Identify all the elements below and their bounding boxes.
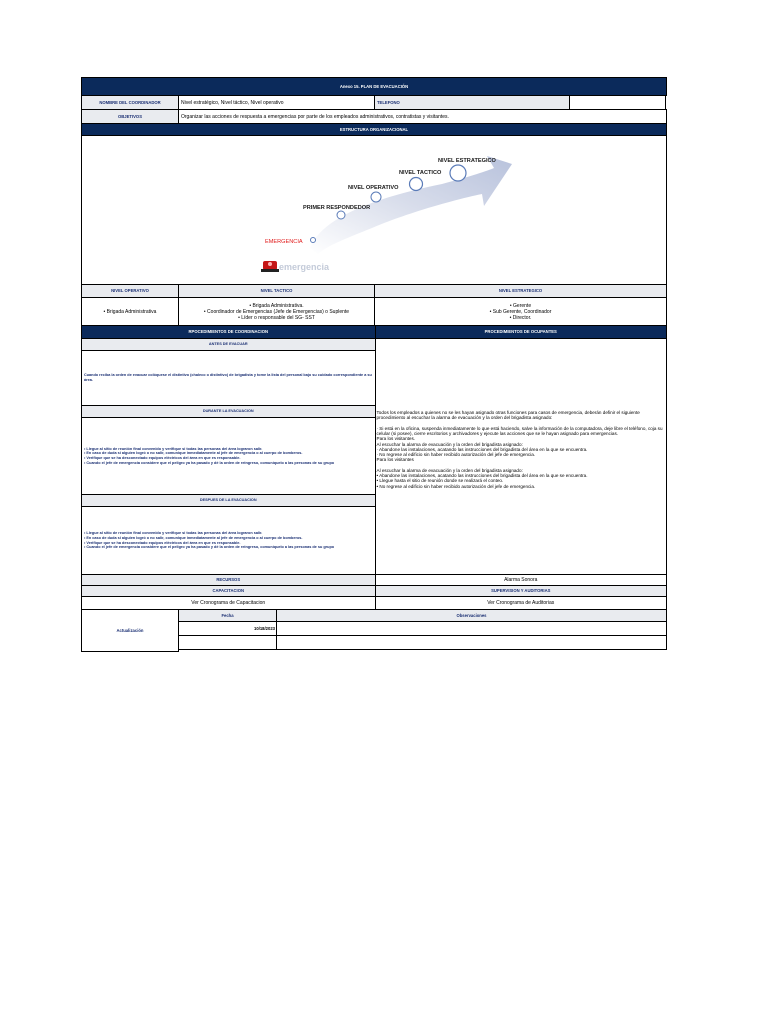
after-line: • Cuando el jefe de emergencia considere que el peligro ya ha pasado y dé la orden de reingreso, comuníquelo a las personas de su grupo [84, 545, 335, 550]
occupants-line: Al escuchar la alarma de evacuación y la orden del brigadista asignado: [376, 467, 523, 473]
after-line: • Verifique que se ha desconectado equipos eléctricos del área en que es responsable. [84, 540, 241, 545]
before-evacuating-text: Cuando reciba la orden de evacuar colóquese el distintivo (chaleco o distintivo) de brigadista y tome la lista del personal bajo su cuidado correspondiente a su área. [82, 351, 375, 406]
after-line: • Llegue al sitio de reunión final convenido y verifique si todas las personas del área lograron salir. [84, 531, 263, 536]
nivel-estrategico-item: • Director. [509, 314, 532, 321]
coordinator-label: NOMBRE DEL COORDINADOR [81, 95, 179, 110]
during-line: • Verifique que se ha desconectado equipos eléctricos del área en que es responsable. [84, 456, 241, 460]
occupants-line: Para los visitantes [376, 457, 414, 463]
label-emergencia: EMERGENCIA [265, 239, 303, 245]
observations-value-2 [276, 635, 667, 650]
during-line: • En caso de duda si alguien logró o no salir, comunique inmediatamente al jefe de emergencia o al cuerpo de bomberos. [84, 451, 303, 456]
phone-value [569, 95, 666, 110]
label-nivel-tactico: NIVEL TACTICO [399, 170, 442, 176]
occupants-procedures-header: PROCEDIMIENTOS DE OCUPANTES [375, 325, 668, 339]
nivel-tactico-content [178, 297, 375, 326]
occupants-line: Para los visitantes. [376, 436, 416, 442]
during-line: • Llegue al sitio de reunión final convenido y verifique si todas las personas del área lograron salir. [84, 446, 263, 451]
node-nivel-tactico [410, 178, 423, 191]
supervision-label: SUPERVISION Y AUDITORIAS [375, 585, 668, 597]
occupants-line: • Llegue hasta el sitio de reunión donde se realizará el conteo. [376, 478, 504, 484]
occupants-line: Al escuchar la alarma de evacuación y la orden del brigadista asignado: [376, 441, 523, 447]
nivel-operativo-content [81, 297, 179, 326]
before-evacuating-label: ANTES DE EVACUAR [82, 339, 375, 351]
resources-value: Alarma Sonora [375, 574, 668, 586]
document-title: Anexo 15. PLAN DE EVACUACIÓN [81, 77, 667, 96]
nivel-operativo-item: • Brigada Administrativa [103, 308, 157, 315]
after-line: • En caso de duda si alguien logró o no salir, comunique inmediatamente al jefe de emergencia o al cuerpo de bomberos. [84, 535, 303, 540]
during-evacuation-label: DURANTE LA EVACUACION [82, 406, 375, 418]
label-nivel-operativo: NIVEL OPERATIVO [348, 185, 399, 191]
after-evacuation-label: DESPUES DE LA EVACUACION [82, 495, 375, 507]
occupants-line: Todos los empleados a quienes no se les hayan asignado otras funciones para casos de emergencia, deberán definir el siguiente procedimiento al escuchar la alarma de evacuación y la orden del brigadista asignado: [376, 410, 640, 421]
nivel-estrategico-item: • Sub Gerente, Coordinador [489, 308, 552, 315]
update-grid [178, 609, 667, 652]
during-evacuation-text [82, 418, 375, 495]
date-value-empty [178, 635, 277, 650]
node-nivel-estrategico [450, 165, 466, 181]
nivel-operativo-header: NIVEL OPERATIVO [81, 284, 179, 298]
date-value: 10/18/2023 [178, 621, 277, 636]
occupants-text [376, 410, 667, 489]
phone-label: TELEFONO [374, 95, 570, 110]
org-structure-diagram [81, 135, 667, 285]
coordination-procedures [81, 338, 376, 575]
objectives-label: OBJETIVOS [81, 109, 179, 124]
observations-value-1 [276, 621, 667, 636]
coordinator-value: Nivel estratégico, Nivel táctico, Nivel operativo [178, 95, 375, 110]
coordination-procedures-header: RPOCEDIMIENTOS DE COORDINACION [81, 325, 376, 339]
diagram-watermark: emergencia [279, 262, 330, 272]
nivel-estrategico-item: • Gerente [509, 302, 532, 309]
alarm-siren-icon [261, 261, 279, 272]
label-nivel-estrategico: NIVEL ESTRATEGICO [438, 158, 496, 164]
occupants-line: • No regrese al edificio sin haber recibido autorización del jefe de emergencia. [376, 483, 536, 489]
update-label: Actualización [81, 609, 179, 652]
nivel-estrategico-header: NIVEL ESTRATEGICO [374, 284, 667, 298]
occupants-line: • Abandone las instalaciones, acatando las instrucciones del brigadista del área en la que se encuentra. [376, 473, 588, 479]
nivel-tactico-item: • Líder o responsable del SG- SST [238, 314, 315, 321]
nivel-tactico-item: • Coordinador de Emergencias (Jefe de Emergencias) o Suplente [203, 308, 350, 315]
escalation-arrow-diagram [82, 136, 667, 285]
occupants-line: · Abandone las instalaciones, acatando las instrucciones del brigadista del área en la que se encuentra. [376, 446, 588, 452]
after-evacuation-text [82, 507, 375, 574]
nivel-tactico-header: NIVEL TACTICO [178, 284, 375, 298]
during-line: • Cuando el jefe de emergencia considere que el peligro ya ha pasado y dé la orden de reingreso, comuníquelo a las personas de su grupo [84, 460, 335, 465]
org-structure-header: ESTRUCTURA ORGANIZACIONAL [81, 123, 667, 136]
occupants-procedures [375, 338, 668, 575]
date-label: Fecha [178, 609, 277, 622]
occupants-line: · Si está en la oficina, suspenda inmediatamente lo que está haciendo, salve la información de la computadora, deje libre el teléfono, coja su celular (si posee), cierre escritorios y archivadores y ejecute las acciones que se le hayan asignado para emergencias. [376, 425, 663, 436]
supervision-value: Ver Cronograma de Auditorias [375, 596, 668, 610]
occupants-line: · No regrese al edificio sin haber recibido autorización del jefe de emergencia. [376, 452, 536, 458]
node-nivel-operativo [371, 192, 381, 202]
training-label: CAPACITACION [81, 585, 376, 597]
label-primer-respondedor: PRIMER RESPONDEDOR [303, 205, 371, 211]
nivel-tactico-item: • Brigada Administrativa. [249, 302, 304, 309]
nivel-estrategico-content [374, 297, 667, 326]
objectives-value: Organizar las acciones de respuesta a emergencias por parte de los empleados administrativos, contratistas y visitantes. [178, 109, 667, 124]
resources-label: RECURSOS [81, 574, 376, 586]
node-primer-respondedor [337, 211, 345, 219]
evacuation-plan-sheet [81, 77, 667, 652]
observations-label: Observaciones [276, 609, 667, 622]
node-emergencia [311, 238, 316, 243]
training-value: Ver Cronograma de Capacitacion [81, 596, 376, 610]
